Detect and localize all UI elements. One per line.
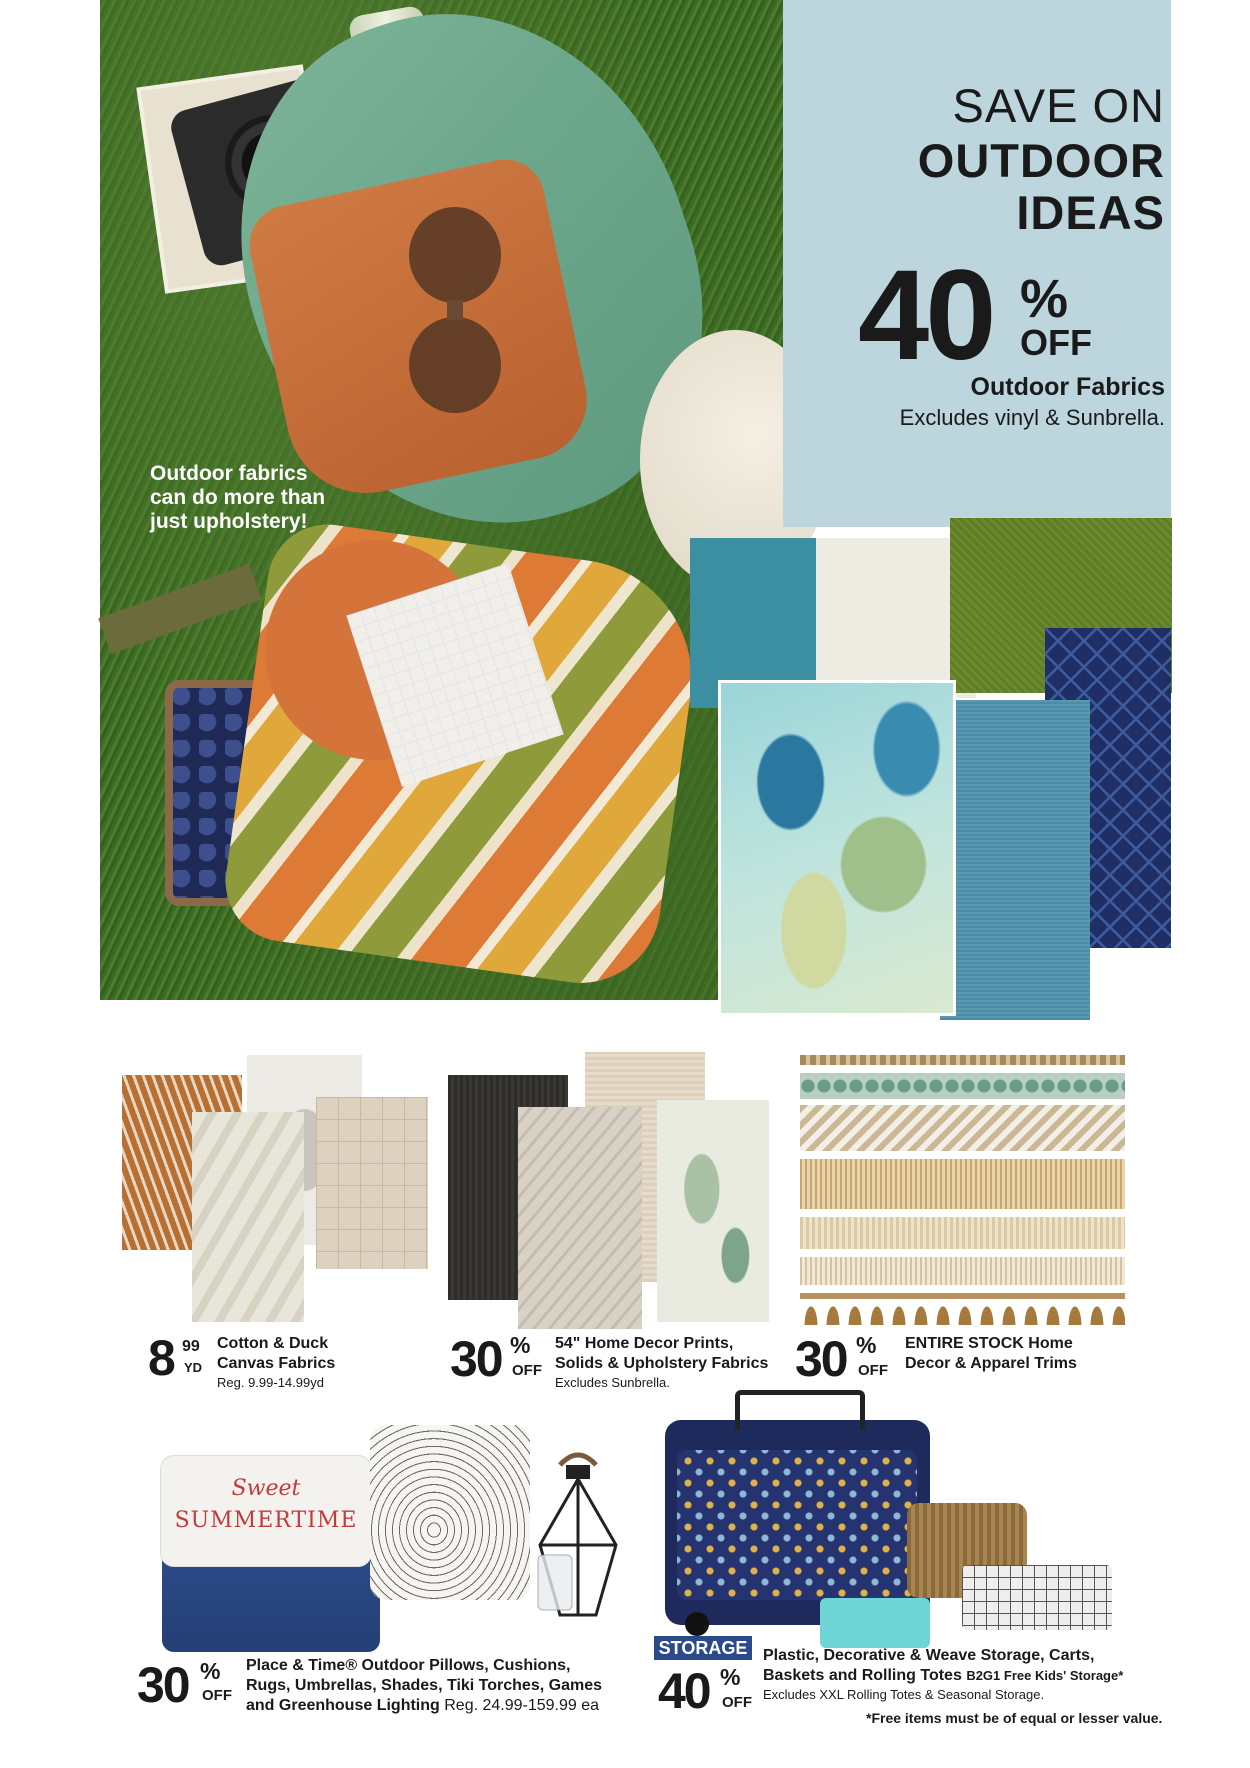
cotton-swatch bbox=[192, 1112, 304, 1322]
storage-badge: STORAGE bbox=[654, 1636, 752, 1660]
pillows-name-line1: Place & Time® Outdoor Pillows, Cushions, bbox=[246, 1657, 571, 1674]
promo-headline-line3: IDEAS bbox=[1016, 186, 1165, 239]
cotton-price-cents: 99 bbox=[182, 1338, 200, 1355]
promo-label: Outdoor Fabrics bbox=[970, 373, 1165, 401]
trim-strip bbox=[800, 1055, 1125, 1065]
trims-percent: 30 bbox=[795, 1331, 847, 1387]
trims-name-line2: Decor & Apparel Trims bbox=[905, 1355, 1077, 1372]
storage-note: Excludes XXL Rolling Totes & Seasonal Storage. bbox=[763, 1687, 1045, 1702]
home-decor-percent-sign: % bbox=[510, 1332, 531, 1358]
storage-name-line2-text: Baskets and Rolling Totes bbox=[763, 1667, 962, 1684]
cotton-price-whole: 8 bbox=[148, 1330, 176, 1386]
lantern-icon bbox=[530, 1445, 626, 1620]
promo-headline-line1: SAVE ON bbox=[952, 79, 1165, 132]
storage-percent-sign: % bbox=[720, 1664, 741, 1690]
trim-strip bbox=[800, 1159, 1125, 1209]
sunglasses-icon bbox=[395, 200, 515, 420]
tote-handle bbox=[735, 1390, 865, 1429]
pillows-off: OFF bbox=[202, 1687, 232, 1704]
pillow-script-text: Sweet bbox=[231, 1476, 301, 1501]
summertime-pillow bbox=[160, 1455, 372, 1567]
storage-name-line2 bbox=[763, 1666, 1123, 1685]
pillows-name-line3 bbox=[246, 1696, 599, 1715]
fabric-swatch-blue bbox=[940, 700, 1090, 1020]
pillows-name-line3-text: and Greenhouse Lighting bbox=[246, 1697, 440, 1714]
cotton-price-unit: YD bbox=[184, 1360, 203, 1375]
storage-off: OFF bbox=[722, 1694, 752, 1711]
trim-strip bbox=[800, 1217, 1125, 1249]
hero-caption bbox=[150, 462, 370, 534]
fabric-swatch-tropical bbox=[718, 680, 956, 1016]
trims-off: OFF bbox=[858, 1362, 888, 1379]
plastic-basket bbox=[820, 1598, 930, 1648]
storage-percent: 40 bbox=[658, 1663, 710, 1719]
trims-name-line1: ENTIRE STOCK Home bbox=[905, 1335, 1073, 1352]
storage-b2g1: B2G1 Free Kids' Storage* bbox=[966, 1668, 1124, 1683]
cotton-swatch bbox=[316, 1097, 428, 1269]
promo-off: OFF bbox=[1020, 322, 1092, 363]
home-decor-name-line2: Solids & Upholstery Fabrics bbox=[555, 1355, 769, 1372]
home-decor-name-line1: 54" Home Decor Prints, bbox=[555, 1335, 734, 1352]
trim-strip bbox=[800, 1073, 1125, 1099]
promo-percent-sign: % bbox=[1020, 269, 1069, 329]
home-decor-off: OFF bbox=[512, 1362, 542, 1379]
hero-caption-line: can do more than bbox=[150, 486, 326, 509]
home-decor-swatch bbox=[518, 1107, 642, 1329]
trims-percent-sign: % bbox=[856, 1332, 877, 1358]
hero-caption-line: just upholstery! bbox=[150, 510, 308, 533]
cotton-name-line1: Cotton & Duck bbox=[217, 1335, 329, 1352]
cotton-reg-price: Reg. 9.99-14.99yd bbox=[217, 1375, 324, 1390]
contour-pillow bbox=[370, 1425, 530, 1600]
trim-strip bbox=[800, 1105, 1125, 1151]
pillows-reg-price: Reg. 24.99-159.99 ea bbox=[444, 1697, 600, 1714]
pillow-block-text: SUMMERTIME bbox=[174, 1508, 358, 1533]
storage-name-line1: Plastic, Decorative & Weave Storage, Carts, bbox=[763, 1647, 1095, 1664]
cotton-name-line2: Canvas Fabrics bbox=[217, 1355, 336, 1372]
promo-headline-line2: OUTDOOR bbox=[917, 134, 1165, 187]
trim-strip bbox=[800, 1293, 1125, 1325]
home-decor-note: Excludes Sunbrella. bbox=[555, 1375, 670, 1390]
hero-caption-line: Outdoor fabrics bbox=[150, 462, 308, 485]
home-decor-swatch bbox=[657, 1100, 769, 1322]
promo-exclusion: Excludes vinyl & Sunbrella. bbox=[899, 405, 1165, 430]
wire-basket bbox=[962, 1565, 1112, 1630]
home-decor-percent: 30 bbox=[450, 1331, 502, 1387]
trims-display bbox=[800, 1055, 1125, 1325]
pillows-name-line2: Rugs, Umbrellas, Shades, Tiki Torches, Games bbox=[246, 1677, 602, 1694]
promo-percent: 40 bbox=[858, 244, 993, 387]
trim-strip bbox=[800, 1257, 1125, 1285]
rolling-tote bbox=[665, 1420, 930, 1625]
pillows-percent-sign: % bbox=[200, 1658, 221, 1684]
storage-footnote: *Free items must be of equal or lesser value. bbox=[866, 1710, 1163, 1726]
tote-pattern bbox=[677, 1450, 917, 1600]
pillows-percent: 30 bbox=[137, 1657, 189, 1713]
tote-wheel bbox=[685, 1612, 709, 1636]
